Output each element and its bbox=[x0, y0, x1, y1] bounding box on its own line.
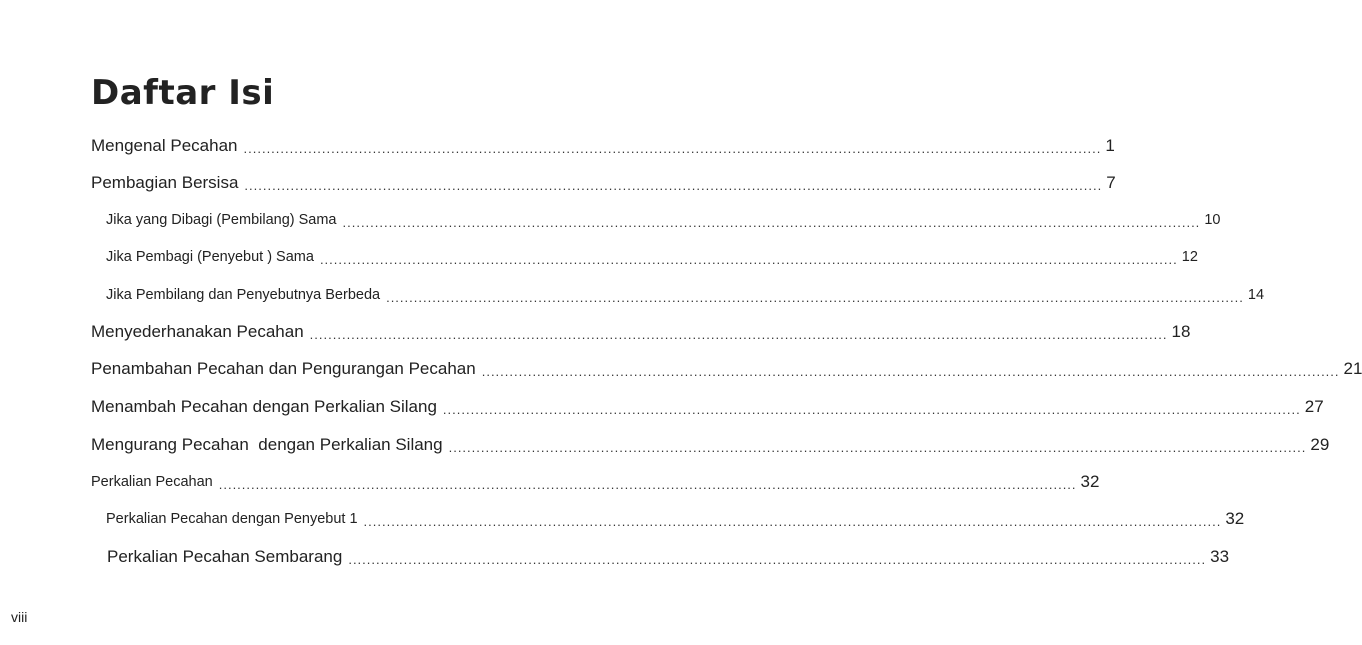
toc-entry-title: Pembagian Bersisa bbox=[91, 173, 239, 192]
toc-leader-dots: .......................................................................................................................................................................................... bbox=[243, 140, 1102, 156]
page-title: Daftar Isi bbox=[91, 73, 275, 113]
toc-entry[interactable] bbox=[106, 245, 1198, 269]
toc-entry-title: Penambahan Pecahan dan Pengurangan Pecahan bbox=[91, 359, 476, 378]
toc-entry-title: Perkalian Pecahan bbox=[91, 474, 213, 490]
toc-leader-dots: .......................................................................................................................................................................................... bbox=[319, 251, 1178, 267]
toc-entry-page: 27 bbox=[1304, 397, 1324, 416]
toc-leader-dots: .......................................................................................................................................................................................... bbox=[363, 513, 1222, 529]
toc-entry[interactable] bbox=[91, 395, 1324, 419]
toc-leader-dots: .......................................................................................................................................................................................... bbox=[386, 289, 1244, 305]
toc-entry-page: 21 bbox=[1343, 359, 1362, 378]
toc-entry-page: 33 bbox=[1210, 547, 1230, 566]
toc-leader-dots: .......................................................................................................................................................................................... bbox=[244, 177, 1103, 193]
toc-leader-dots: .......................................................................................................................................................................................... bbox=[348, 551, 1207, 567]
toc-entry-title: Perkalian Pecahan dengan Penyebut 1 bbox=[106, 511, 358, 527]
toc-entry-page: 10 bbox=[1204, 212, 1221, 228]
toc-leader-dots: .......................................................................................................................................................................................... bbox=[342, 214, 1201, 230]
toc-entry[interactable] bbox=[91, 470, 1100, 494]
toc-leader-dots: .......................................................................................................................................................................................... bbox=[309, 326, 1168, 342]
toc-leader-dots: .......................................................................................................................................................................................... bbox=[442, 401, 1301, 417]
toc-entry-title: Mengurang Pecahan dengan Perkalian Silang bbox=[91, 435, 443, 454]
toc-entry[interactable] bbox=[107, 545, 1230, 569]
toc-entry-page: 12 bbox=[1181, 249, 1198, 265]
toc-entry[interactable] bbox=[91, 134, 1115, 158]
side-watermark-mark bbox=[893, 598, 905, 630]
toc-leader-dots: .......................................................................................................................................................................................... bbox=[481, 363, 1340, 379]
toc-entry-title: Mengenal Pecahan bbox=[91, 136, 238, 155]
toc-entry[interactable] bbox=[91, 357, 1362, 381]
toc-entry-title: Menambah Pecahan dengan Perkalian Silang bbox=[91, 397, 437, 416]
toc-entry-page: 14 bbox=[1247, 287, 1265, 303]
page-number: viii bbox=[11, 609, 28, 625]
toc-entry-title: Jika Pembagi (Penyebut ) Sama bbox=[106, 249, 314, 265]
toc-entry[interactable] bbox=[91, 171, 1116, 195]
toc-entry-title: Jika Pembilang dan Penyebutnya Berbeda bbox=[106, 287, 381, 303]
toc-leader-dots: .......................................................................................................................................................................................... bbox=[218, 476, 1077, 492]
toc-entry[interactable] bbox=[106, 283, 1265, 307]
toc-entry-title: Menyederhanakan Pecahan bbox=[91, 322, 304, 341]
toc-entry-page: 18 bbox=[1171, 322, 1191, 341]
toc-entry[interactable] bbox=[91, 433, 1330, 457]
toc-entry[interactable] bbox=[106, 208, 1221, 232]
toc-entry[interactable] bbox=[106, 507, 1245, 531]
toc-entry-page: 29 bbox=[1310, 435, 1330, 454]
toc-entry-title: Jika yang Dibagi (Pembilang) Sama bbox=[106, 212, 337, 228]
toc-entry-title: Perkalian Pecahan Sembarang bbox=[107, 547, 343, 566]
toc-entry-page: 7 bbox=[1106, 173, 1116, 192]
toc-entry-page: 32 bbox=[1225, 509, 1245, 528]
toc-entry[interactable] bbox=[91, 320, 1191, 344]
toc-leader-dots: .......................................................................................................................................................................................... bbox=[448, 439, 1307, 455]
toc-entry-page: 32 bbox=[1080, 472, 1100, 491]
toc-entry-page: 1 bbox=[1105, 136, 1115, 155]
